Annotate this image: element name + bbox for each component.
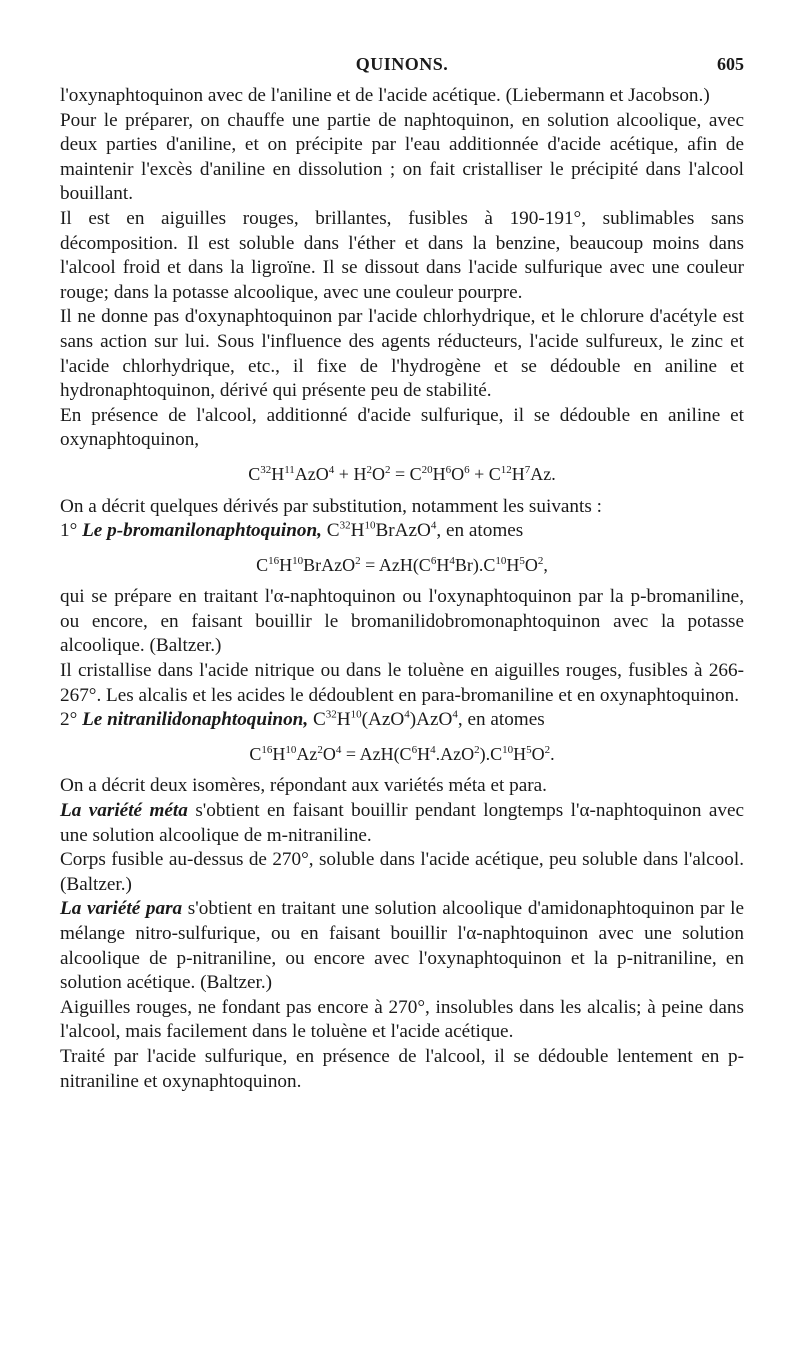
paragraph: Il est en aiguilles rouges, brillantes, fusibles à 190-191°, sublimables sans décomposition. Il est soluble dans l'éther et dans la benzine, beaucoup moins dans l'alcool froid et dans la ligroïne. Il se dissout dans l'acide sulfurique avec une couleur rouge; dans la potasse alcoolique, avec une couleur pourpre. (60, 207, 744, 303)
list-item: 1° Le p-bromanilonaphtoquinon, $C^{32}H^{10}BrAzO^4$, en atomes (60, 519, 524, 542)
body-text (60, 84, 744, 1094)
paragraph: Aiguilles rouges, ne fondant pas encore à 270°, insolubles dans les alcalis; à peine dans l'alcool, mais facilement dans le toluène et l'acide acétique. (60, 996, 744, 1043)
paragraph: Corps fusible au-dessus de 270°, soluble dans l'acide acétique, peu soluble dans l'alcool. (Baltzer.) (60, 849, 744, 895)
atomic-formula: $C^{16}H^{10}BrAzO^2 = AzH(C^6H^4Br).C^{10}H^5O^2$, (256, 554, 548, 575)
paragraph: qui se prépare en traitant l'α-naphtoquinon ou l'oxynaphtoquinon par la p-bromaniline, ou encore, en faisant bouillir le bromanilidobromonaphtoquinon avec la potasse alcoolique. (Baltzer.) (60, 586, 744, 657)
running-header (60, 54, 744, 84)
paragraph: Traité par l'acide sulfurique, en présence de l'alcool, il se dédouble lentement en p-nitraniline et oxynaphtoquinon. (60, 1045, 744, 1092)
paragraph: On a décrit quelques dérivés par substitution, notamment les suivants : (60, 495, 602, 517)
paragraph: En présence de l'alcool, additionné d'acide sulfurique, il se dédouble en aniline et oxynaphtoquinon, (60, 404, 744, 451)
atomic-formula: $C^{16}H^{10}Az^2O^4 = AzH(C^6H^4.AzO^2).C^{10}H^5O^2$. (249, 743, 555, 764)
paragraph: On a décrit deux isomères, répondant aux variétés méta et para. (60, 775, 547, 797)
paragraph: La variété para s'obtient en traitant une solution alcoolique d'amidonaphtoquinon par le mélange nitro-sulfurique, ou en faisant bouillir l'α-naphtoquinon avec une solution alcoolique de p-nitraniline, ou encore avec l'oxynaphtoquinon et la p-nitraniline, en solution acétique. (Baltzer.) (60, 898, 744, 994)
paragraph: Il cristallise dans l'acide nitrique ou dans le toluène en aiguilles rouges, fusibles à 266-267°. Les alcalis et les acides le dédoublent en para-bromaniline et en oxynaphtoquinon. (60, 660, 744, 706)
paragraph: Pour le préparer, on chauffe une partie de naphtoquinon, en solution alcoolique, avec deux parties d'aniline, et on précipite par l'eau additionnée d'acide acétique, afin de maintenir l'excès d'aniline en dissolution ; on fait cristalliser le précipité dans l'alcool bouillant. (60, 109, 744, 205)
variety-para-label: La variété para (60, 898, 183, 920)
paragraph: La variété méta s'obtient en faisant bouillir pendant longtemps l'α-naphtoquinon avec une solution alcoolique de m-nitraniline. (60, 800, 745, 846)
item-number: 2° (60, 709, 78, 731)
item-tail: en atomes (467, 709, 545, 731)
variety-meta-label: La variété méta (60, 800, 188, 822)
reaction-formula: $C^{32}H^{11}AzO^4 + H^2O^2 = C^{20}H^6O^6 + C^{12}H^7Az$. (248, 463, 556, 484)
paragraph: l'oxynaphtoquinon avec de l'aniline et de l'acide acétique. (Liebermann et Jacobson.) (60, 85, 710, 106)
item-number: 1° (60, 520, 78, 542)
compound-name: Le p-bromanilonaphtoquinon, (82, 520, 322, 542)
paragraph: Il ne donne pas d'oxynaphtoquinon par l'acide chlorhydrique, et le chlorure d'acétyle est sans action sur lui. Sous l'influence des agents réducteurs, l'acide sulfureux, le zinc et l'acide chlorhydrique, etc., il fixe de l'hydrogène et se dédouble en aniline et hydronaphtoquinon, dérivé qui présente peu de stabilité. (60, 306, 744, 402)
item-tail: en atomes (445, 520, 524, 542)
page-number: 605 (717, 54, 744, 74)
running-title: QUINONS. (355, 54, 449, 74)
list-item: 2° Le nitranilidonaphtoquinon, $C^{32}H^{10}(AzO^4)AzO^4$, en atomes (60, 708, 545, 731)
compound-name: Le nitranilidonaphtoquinon, (82, 709, 309, 731)
